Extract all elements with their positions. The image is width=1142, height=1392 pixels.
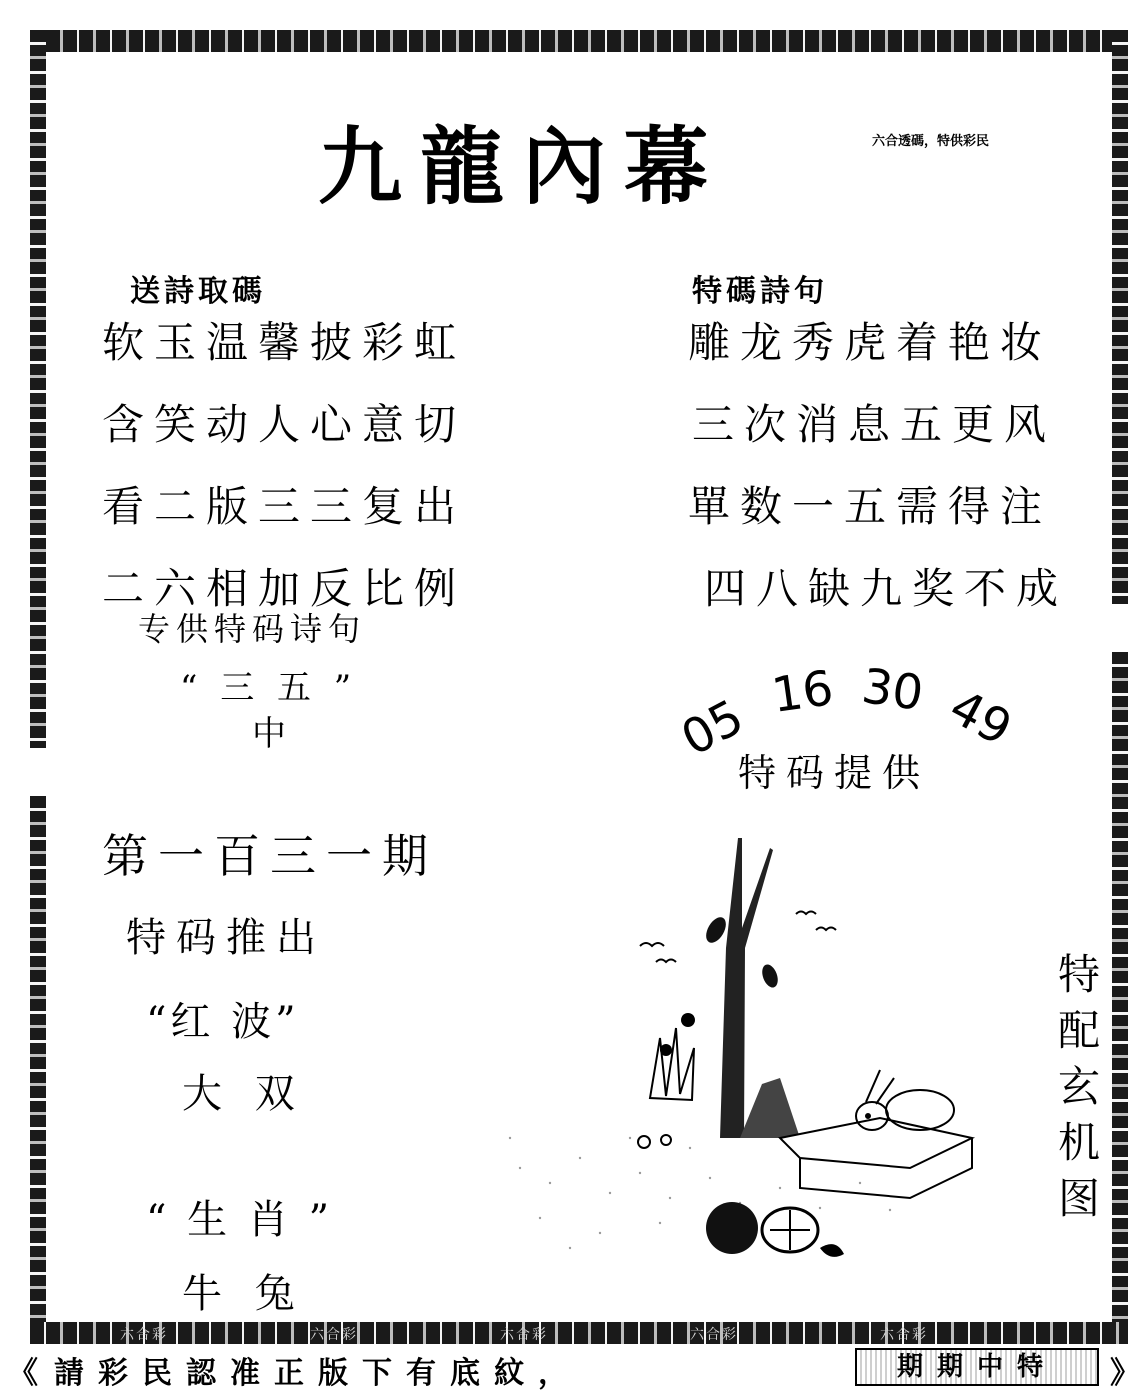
issue-wave-label: “红 波”	[146, 999, 300, 1045]
side-caption: 特配玄机图	[1052, 952, 1101, 1232]
issue-title: 第一百三一期	[102, 829, 438, 883]
pebble-1	[638, 1136, 650, 1148]
right-poem-line-4: 四八缺九奖不成	[704, 564, 1069, 613]
page-title: 九龍內幕	[318, 117, 727, 216]
right-poem-heading: 特碼詩句	[692, 274, 828, 309]
footer-close-mark: 》	[1110, 1356, 1140, 1391]
left-poem-note: 专供特码诗句	[138, 610, 367, 648]
left-poem-heading: 送詩取碼	[130, 274, 266, 309]
right-poem-line-3: 單数一五需得注	[688, 482, 1053, 531]
right-border-upper	[1112, 30, 1128, 604]
border-watermark-1: 六合彩	[120, 1327, 168, 1343]
left-border-upper	[30, 30, 46, 748]
left-poem-line-2: 含笑动人心意切	[102, 400, 467, 449]
special-number-3: 30	[858, 658, 927, 722]
right-border-lower	[1112, 652, 1128, 1326]
fruit-leaf	[820, 1244, 844, 1257]
border-watermark-3: 六合彩	[500, 1327, 548, 1343]
special-number-1: 05	[672, 688, 753, 768]
left-poem-line-4: 二六相加反比例	[102, 564, 467, 613]
border-watermark-4: 六合彩	[690, 1327, 738, 1343]
leaf-2	[759, 962, 780, 989]
footer-stamp: 期期中特	[855, 1348, 1099, 1386]
left-poem-quote: “ 三 五 ”	[180, 668, 358, 708]
bird-3	[796, 912, 816, 915]
tree-rabbit-illustration	[480, 838, 1000, 1288]
leaf-1	[702, 914, 730, 946]
top-border	[30, 30, 1112, 52]
issue-zodiac-label: “ 生 肖 ”	[146, 1197, 334, 1243]
right-poem-line-2: 三次消息五更风	[692, 400, 1057, 449]
issue-zodiac-value: 牛 兔	[182, 1271, 305, 1317]
issue-subtitle: 特码推出	[126, 915, 326, 961]
footer-open-mark: 《	[8, 1356, 52, 1391]
flower-1	[681, 1013, 695, 1027]
left-border-lower	[30, 796, 46, 1326]
left-poem-line-1: 软玉温馨披彩虹	[102, 318, 467, 367]
page-tagline: 六合透碼，特供彩民	[872, 134, 990, 149]
bottom-border	[30, 1322, 1128, 1344]
flower-2	[660, 1044, 672, 1056]
footer-text: 請彩民認准正版下有底紋，	[54, 1356, 582, 1391]
bird-2	[656, 960, 676, 963]
border-watermark-2: 六合彩	[310, 1327, 358, 1343]
grass-tuft	[650, 1028, 694, 1100]
pebble-2	[661, 1135, 671, 1145]
bird-1	[640, 943, 664, 946]
bird-4	[816, 928, 836, 931]
left-poem-line-3: 看二版三三复出	[102, 482, 467, 531]
border-watermark-5: 六合彩	[880, 1327, 928, 1343]
special-number-4: 49	[940, 678, 1021, 758]
special-numbers-caption: 特码提供	[738, 751, 931, 795]
right-poem-line-1: 雕龙秀虎着艳妆	[688, 318, 1053, 367]
left-poem-result: 中	[252, 714, 292, 754]
issue-wave-value: 大 双	[182, 1071, 305, 1117]
special-number-2: 16	[768, 660, 837, 724]
rock	[740, 1078, 800, 1138]
fruit-dark	[706, 1202, 758, 1254]
